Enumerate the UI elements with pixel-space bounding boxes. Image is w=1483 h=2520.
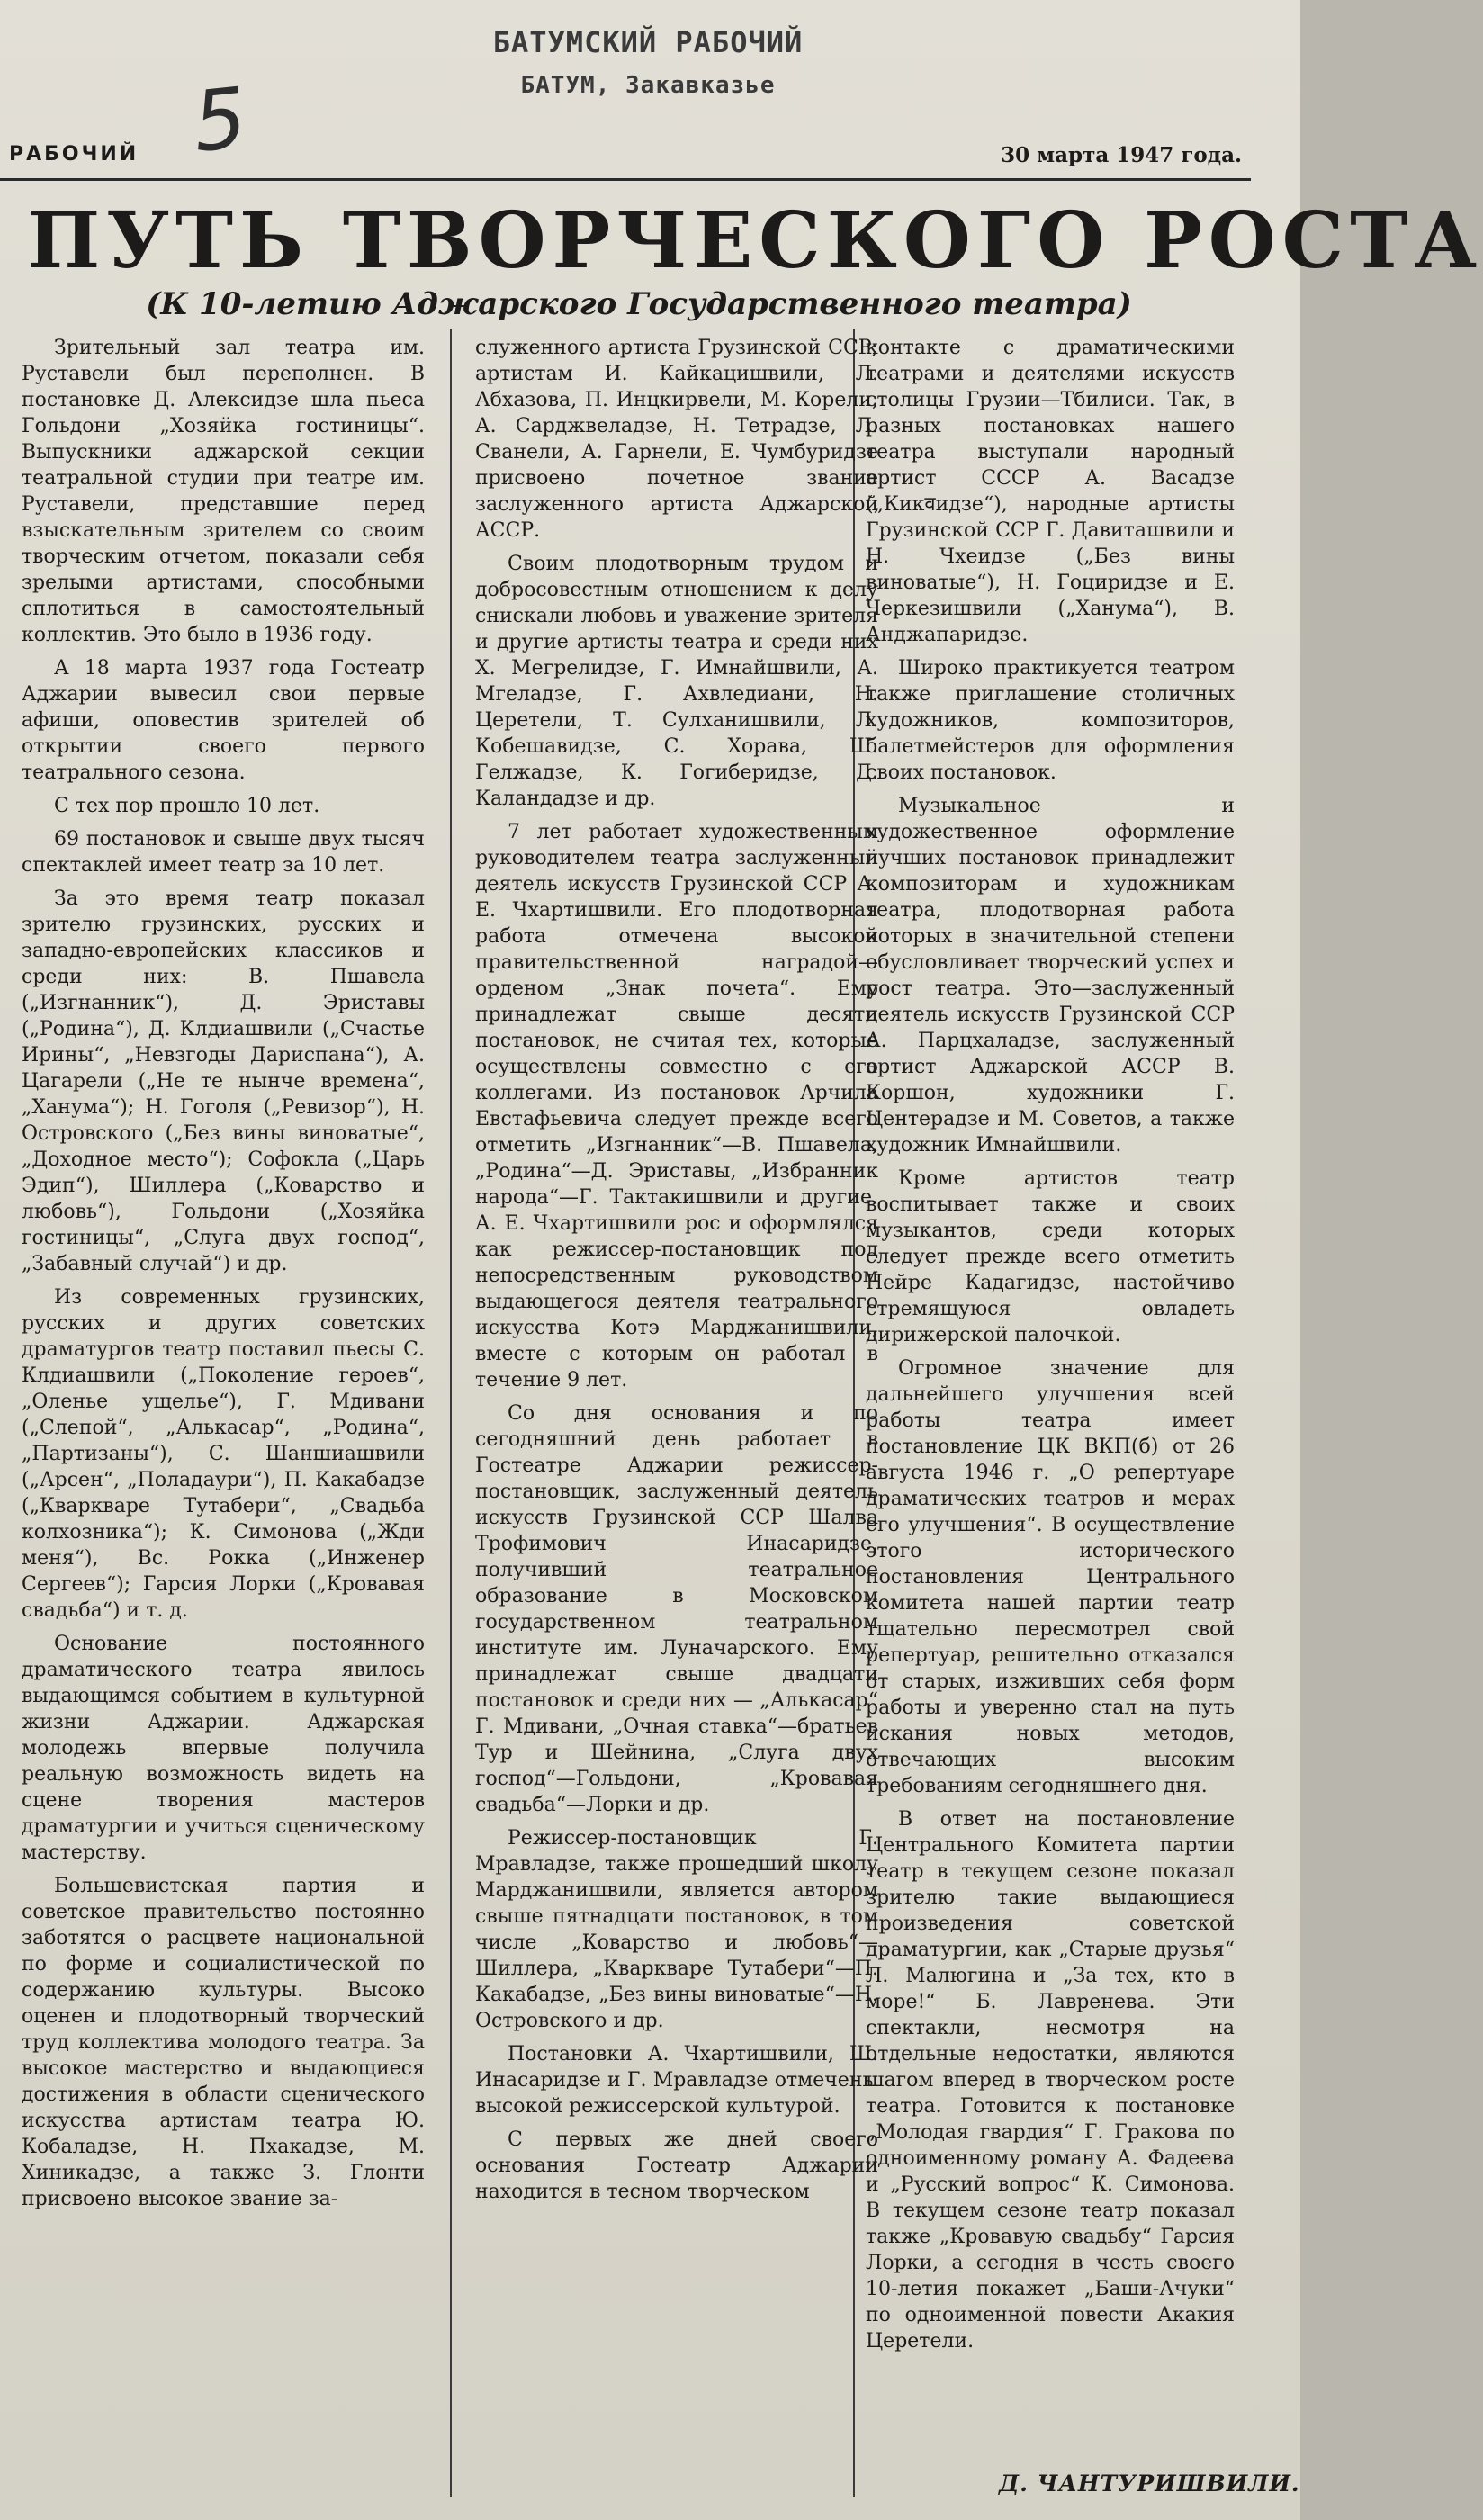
article-column-1 xyxy=(22,335,425,2219)
paragraph: 7 лет работает художественным руководителем театра заслуженный деятель искусств Грузинской ССР А. Е. Чхартишвили. Его плодотворная работа отмечена высокой правительственной наградой—орденом „Знак почета“. Ему принадлежат свыше десяти постановок, не считая тех, которые осуществлены совместно с его коллегами. Из постановок Арчила Евстафьевича следует прежде всего отметить „Изгнанник“—В. Пшавела, „Родина“—Д. Эриставы, „Избранник народа“—Г. Тактакишвили и другие. А. Е. Чхартишвили рос и оформлялся как режиссер-постановщик под непосредственным руководством выдающегося деятеля театрального искусства Котэ Марджанишвили, вместе с которым он работал в течение 9 лет. xyxy=(475,821,878,1391)
paragraph: контакте с драматическими театрами и деятелями искусств столицы Грузии—Тбилиси. Так, в разных постановках нашего театра выступали народный артист СССР А. Васадзе („Кикवидзе“), народные артисты Грузинской ССР Г. Давиташвили и Н. Чхеидзе („Без вины виноватые“), Н. Гоциридзе и Е. Черкезишвили („Ханума“), В. Анджапаридзе. xyxy=(866,337,1235,646)
paragraph: 69 постановок и свыше двух тысяч спектаклей имеет театр за 10 лет. xyxy=(22,828,425,877)
masthead xyxy=(9,140,1242,176)
article-title: ПУТЬ ТВОРЧЕСКОГО РОСТА xyxy=(27,195,1483,286)
paragraph: Из современных грузинских, русских и других советских драматургов театр поставил пьесы С. Клдиашвили („Поколение героев“, „Оленье ущелье“), Г. Мдивани („Слепой“, „Алькасар“, „Родина“, „Партизаны“), С. Шаншиашвили („Арсен“, „Поладаури“), П. Какабадзе („Кваркваре Тутабери“, „Свадьба колхозника“); К. Симонова („Жди меня“), Вс. Рокка („Инженер Сергеев“); Гарсия Лорки („Кровавая свадьба“) и т. д. xyxy=(22,1286,425,1622)
paragraph: Основание постоянного драматического театра явилось выдающимся событием в культурной жизни Аджарии. Аджарская молодежь впервые получила реальную возможность видеть на сцене творения мастеров драматургии и учиться сценическому мастерству. xyxy=(22,1633,425,1864)
article-column-3 xyxy=(866,335,1235,2362)
paragraph: Музыкальное и художественное оформление лучших постановок принадлежит композиторам и художникам театра, плодотворная работа которых в значительной степени обусловливает творческий успех и рост театра. Это—заслуженный деятель искусств Грузинской ССР А. Парцхаладзе, заслуженный артист Аджарской АССР В. Коршон, художники Г. Центерадзе и М. Советов, а также художник Имнайшвили. xyxy=(866,795,1235,1156)
stamp-line-1: БАТУМСКИЙ РАБОЧИЙ xyxy=(492,25,804,59)
article-subtitle: (К 10-летию Аджарского Государственного театра) xyxy=(146,286,1132,322)
paragraph: А 18 марта 1937 года Гостеатр Аджарии вывесил свои первые афиши, оповестив зрителей об открытии своего первого театрального сезона. xyxy=(22,657,425,784)
column-divider-1 xyxy=(450,328,452,2498)
stamp-line-2: БАТУМ, Закавказье xyxy=(520,72,776,99)
paragraph: Огромное значение для дальнейшего улучшения всей работы театра имеет постановление ЦК ВКП(б) от 26 августа 1946 г. „О репертуаре драматических театров и мерах его улучшения“. В осуществление этого исторического постановления Центрального комитета нашей партии театр тщательно пересмотрел свой репертуар, решительно отказался от старых, изживших себя форм работы и уверенно стал на путь искания новых методов, отвечающих высоким требованиям сегодняшнего дня. xyxy=(866,1357,1235,1797)
article-column-2 xyxy=(475,335,878,2212)
paragraph: Режиссер-постановщик Г. Мравладзе, также прошедший школу Марджанишвили, является автором свыше пятнадцати постановок, в том числе „Коварство и любовь“—Шиллера, „Кваркваре Тутабери“—П. Какабадзе, „Без вины виноватые“—Н. Островского и др. xyxy=(475,1827,878,2032)
issue-date: 30 марта 1947 года. xyxy=(1001,143,1242,167)
paper-name: РАБОЧИЙ xyxy=(9,143,139,166)
paragraph: служенного артиста Грузинской ССР; артистам И. Кайкацишвили, Л. Абхазова, П. Инцкирвели, М. Корели, А. Сарджвеладзе, Н. Тетрадзе, Л. Сванели, А. Гарнели, Е. Чумбуридзе присвоено почетное звание заслуженного артиста Аджарской АССР. xyxy=(475,337,878,542)
author-signature: Д. ЧАНТУРИШВИЛИ. xyxy=(999,2470,1300,2497)
masthead-rule xyxy=(0,178,1251,181)
paragraph: Со дня основания и по сегодняшний день работает в Гостеатре Аджарии режиссер-постановщик, заслуженный деятель искусств Грузинской ССР Шалва Трофимович Инасаридзе, получивший театральное образование в Московском государственном театральном институте им. Луначарского. Ему принадлежат свыше двадцати постановок и среди них — „Алькасар“ Г. Мдивани, „Очная ставка“—братьев Тур и Шейнина, „Слуга двух господ“—Гольдони, „Кровавая свадьба“—Лорки и др. xyxy=(475,1402,878,1816)
paragraph: За это время театр показал зрителю грузинских, русских и западно-европейских классиков и среди них: В. Пшавела („Изгнанник“), Д. Эриставы („Родина“), Д. Клдиашвили („Счастье Ирины“, „Невзгоды Дариспана“), А. Цагарели („Не те нынче времена“, „Ханума“); Н. Гоголя („Ревизор“), Н. Островского („Без вины виноватые“, „Доходное место“); Софокла („Царь Эдип“), Шиллера („Коварство и любовь“), Гольдони („Хозяйка гостиницы“, „Слуга двух господ“, „Забавный случай“) и др. xyxy=(22,887,425,1275)
paragraph: Кроме артистов театр воспитывает также и своих музыкантов, среди которых следует прежде всего отметить Нейре Кадагидзе, настойчиво стремящуюся овладеть дирижерской палочкой. xyxy=(866,1167,1235,1346)
paragraph: Широко практикуется театром также приглашение столичных художников, композиторов, балетмейстеров для оформления своих постановок. xyxy=(866,657,1235,784)
paragraph: Зрительный зал театра им. Руставели был переполнен. В постановке Д. Алексидзе шла пьеса Гольдони „Хозяйка гостиницы“. Выпускники аджарской секции театральной студии при театре им. Руставели, представшие перед взыскательным зрителем со своим творческим отчетом, показали себя зрелыми артистами, способными сплотиться в самостоятельный коллектив. Это было в 1936 году. xyxy=(22,337,425,646)
archive-stamp xyxy=(423,25,873,99)
paragraph: Большевистская партия и советское правительство постоянно заботятся о расцвете национальной по форме и социалистической по содержанию культуры. Высоко оценен и плодотворный творческий труд коллектива молодого театра. За высокое мастерство и выдающиеся достижения в области сценического искусства артистам театра Ю. Кобаладзе, Н. Пхакадзе, М. Хиникадзе, а также З. Глонти присвоено высокое звание за- xyxy=(22,1875,425,2210)
paragraph: Своим плодотворным трудом и добросовестным отношением к делу снискали любовь и уважение зрителя и другие артисты театра и среди них Х. Мегрелидзе, Г. Имнайшвили, А. Мгеладзе, Г. Ахвледиани, Н. Церетели, Т. Сулханишвили, Л. Кобешавидзе, С. Хорава, Ш. Гелжадзе, К. Гогиберидзе, Д. Каландадзе и др. xyxy=(475,553,878,810)
pencil-page-mark: 5 xyxy=(188,69,251,171)
paragraph: С первых же дней своего основания Гостеатр Аджарии находится в тесном творческом xyxy=(475,2128,878,2203)
paragraph: С тех пор прошло 10 лет. xyxy=(54,795,320,817)
paragraph: Постановки А. Чхартишвили, Ш. Инасаридзе и Г. Мравладзе отмечены высокой режиссерской культурой. xyxy=(475,2043,878,2118)
paragraph: В ответ на постановление Центрального Комитета партии театр в текущем сезоне показал зрителю такие выдающиеся произведения советской драматургии, как „Старые друзья“ Л. Малюгина и „За тех, кто в море!“ Б. Лавренева. Эти спектакли, несмотря на отдельные недостатки, являются шагом вперед в творческом росте театра. Готовится к постановке „Молодая гвардия“ Г. Гракова по одноименному роману А. Фадеева и „Русский вопрос“ К. Симонова. В текущем сезоне театр показал также „Кровавую свадьбу“ Гарсия Лорки, а сегодня в честь своего 10-летия покажет „Баши-Ачуки“ по одноименной повести Акакия Церетели. xyxy=(866,1808,1235,2353)
